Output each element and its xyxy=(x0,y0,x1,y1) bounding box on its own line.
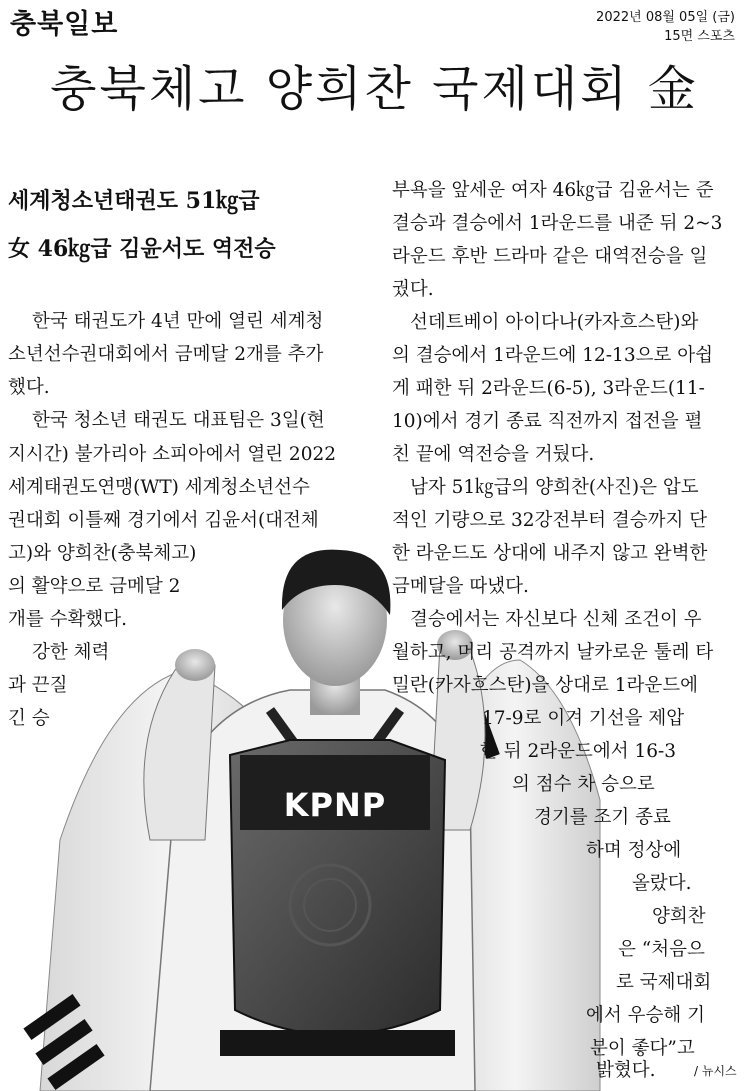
left-column-line: 했다. xyxy=(8,377,50,398)
left-column-line: 고)와 양희찬(충북체고) xyxy=(8,543,197,564)
page-section: 15면 스포츠 xyxy=(664,29,735,44)
right-column-line: 금메달을 따냈다. xyxy=(392,576,529,597)
right-column-line: 올랐다. xyxy=(632,873,692,894)
right-column-line: 적인 기량으로 32강전부터 결승까지 단 xyxy=(392,510,708,531)
photo-credit: / 뉴시스 xyxy=(694,1064,737,1078)
right-column-line: 의 결승에서 1라운드에 12-13으로 아쉽 xyxy=(392,345,713,366)
right-column-line: 라운드 후반 드라마 같은 대역전승을 일 xyxy=(392,246,708,267)
right-column-line: 한 뒤 2라운드에서 16-3 xyxy=(480,741,677,762)
vest-logo-text: KPNP xyxy=(283,786,387,824)
right-column-line: 밝혔다. xyxy=(596,1060,656,1081)
left-column-line: 한국 청소년 태권도 대표팀은 3일(현 xyxy=(32,410,325,431)
left-column-line: 긴 승 xyxy=(8,708,50,729)
left-column-line: 한국 태권도가 4년 만에 열린 세계청 xyxy=(32,311,324,332)
left-column-line: 권대회 이틀째 경기에서 김윤서(대전체 xyxy=(8,510,319,531)
left-column-line: 세계태권도연맹(WT) 세계청소년선수 xyxy=(8,477,310,498)
right-column-line: 결승과 결승에서 1라운드를 내준 뒤 2~3 xyxy=(392,213,723,234)
right-column-line: 은 “처음으 xyxy=(618,939,705,960)
subheadline-2: 女 46㎏급 김윤서도 역전승 xyxy=(8,236,276,262)
right-column-line: 경기를 조기 종료 xyxy=(534,807,671,828)
right-column-line: 양희찬 xyxy=(652,906,706,927)
left-column-line: 강한 체력 xyxy=(32,642,110,663)
right-column-line: 게 패한 뒤 2라운드(6-5), 3라운드(11- xyxy=(392,378,705,399)
right-column-line: 10)에서 경기 종료 직전까지 접전을 펼 xyxy=(392,411,703,432)
publication-date: 2022년 08월 05일 (금) xyxy=(596,10,735,25)
right-column-line: 로 국제대회 xyxy=(616,972,712,993)
right-column-line: 부욕을 앞세운 여자 46㎏급 김윤서는 준 xyxy=(392,180,714,201)
subheadline-1: 세계청소년태권도 51㎏급 xyxy=(8,188,260,214)
right-column-line: 월하고, 머리 공격까지 날카로운 툴레 타 xyxy=(392,642,714,663)
right-column-line: 분이 좋다”고 xyxy=(590,1038,695,1059)
headline: 충북체고 양희찬 국제대회 金 xyxy=(50,61,699,117)
right-column-line: 한 라운드도 상대에 내주지 않고 완벽한 xyxy=(392,543,708,564)
right-column-line: 결승에서는 자신보다 신체 조건이 우 xyxy=(410,609,702,630)
right-column-line: 친 끝에 역전승을 거뒀다. xyxy=(392,444,595,465)
left-column-line: 지시간) 불가리아 소피아에서 열린 2022 xyxy=(8,444,337,465)
left-column-line: 의 활약으로 금메달 2 xyxy=(8,576,181,597)
right-column-line: 남자 51㎏급의 양희찬(사진)은 압도 xyxy=(410,477,699,498)
right-column-line: 17-9로 이겨 기선을 제압 xyxy=(482,708,685,729)
left-column-line: 과 끈질 xyxy=(8,675,68,696)
right-column-line: 선데트베이 아이다나(카자흐스탄)와 xyxy=(410,312,699,333)
right-column-line: 궜다. xyxy=(392,279,434,300)
right-column-line: 하며 정상에 xyxy=(586,840,682,861)
left-column-line: 소년선수권대회에서 금메달 2개를 추가 xyxy=(8,344,324,365)
right-column-line: 의 점수 차 승으로 xyxy=(512,774,655,795)
masthead: 충북일보 xyxy=(10,9,119,40)
left-column-line: 개를 수확했다. xyxy=(8,609,127,630)
right-column-line: 에서 우승해 기 xyxy=(586,1005,705,1026)
right-column-line: 밀란(카자흐스탄)을 상대로 1라운드에 xyxy=(392,675,699,696)
